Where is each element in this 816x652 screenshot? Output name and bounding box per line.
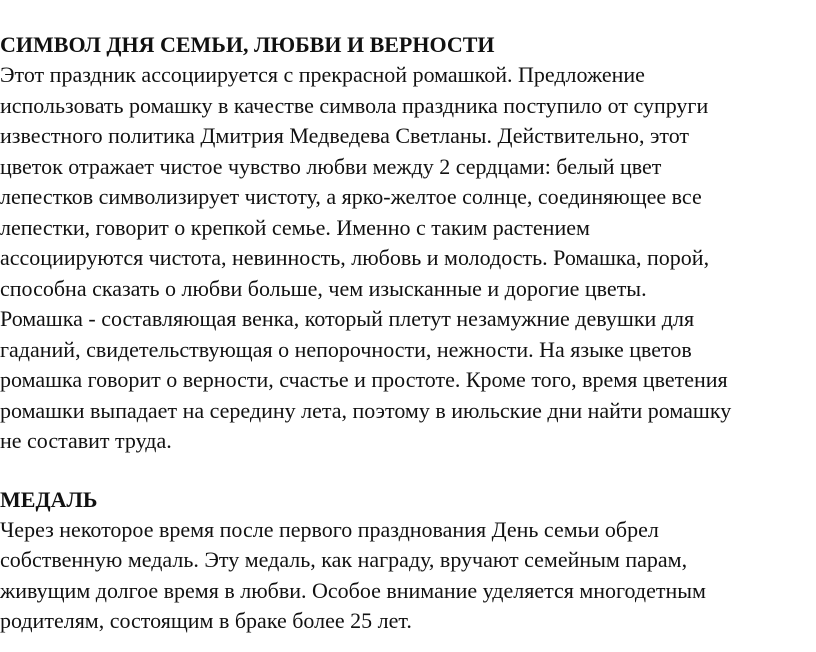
text-line: лепестков символизирует чистоту, а ярко-желтое солнце, соединяющее все [0, 184, 702, 209]
text-line: Через некоторое время после первого празднования День семьи обрел [0, 516, 659, 542]
text-line: ромашки выпадает на середину лета, поэтому в июльские дни найти ромашку [0, 397, 732, 423]
text-line: Ромашка - составляющая венка, который плетут незамужние девушки для [0, 306, 695, 331]
text-line: гаданий, свидетельствующая о непорочности, нежности. На языке цветов [0, 336, 692, 362]
section-spacer [0, 457, 816, 485]
section-body-symbol [0, 60, 816, 457]
section-heading-medal: МЕДАЛЬ [0, 486, 98, 512]
text-line: использовать ромашку в качестве символа праздника поступило от супруги [0, 92, 709, 118]
text-line: Этот праздник ассоциируется с прекрасной ромашкой. Предложение [0, 62, 645, 87]
section-heading-symbol: СИМВОЛ ДНЯ СЕМЬИ, ЛЮБВИ И ВЕРНОСТИ [0, 32, 495, 57]
section-body-medal [0, 515, 816, 637]
text-line: ромашка говорит о верности, счастье и простоте. Кроме того, время цветения [0, 367, 728, 392]
text-line: известного политика Дмитрия Медведева Светланы. Действительно, этот [0, 123, 690, 148]
text-line: ассоциируются чистота, невинность, любовь и молодость. Ромашка, порой, [0, 245, 710, 270]
document-page [0, 30, 816, 637]
text-line: живущим долгое время в любви. Особое внимание уделяется многодетным [0, 577, 706, 603]
text-line: способна сказать о любви больше, чем изысканные и дорогие цветы. [0, 275, 647, 301]
text-line: цветок отражает чистое чувство любви между 2 сердцами: белый цвет [0, 153, 662, 179]
text-line: лепестки, говорит о крепкой семье. Именно с таким растением [0, 214, 590, 240]
text-line: не составит труда. [0, 428, 172, 453]
text-line: собственную медаль. Эту медаль, как награду, вручают семейным парам, [0, 547, 688, 572]
text-line: родителям, состоящим в браке более 25 лет. [0, 608, 412, 633]
